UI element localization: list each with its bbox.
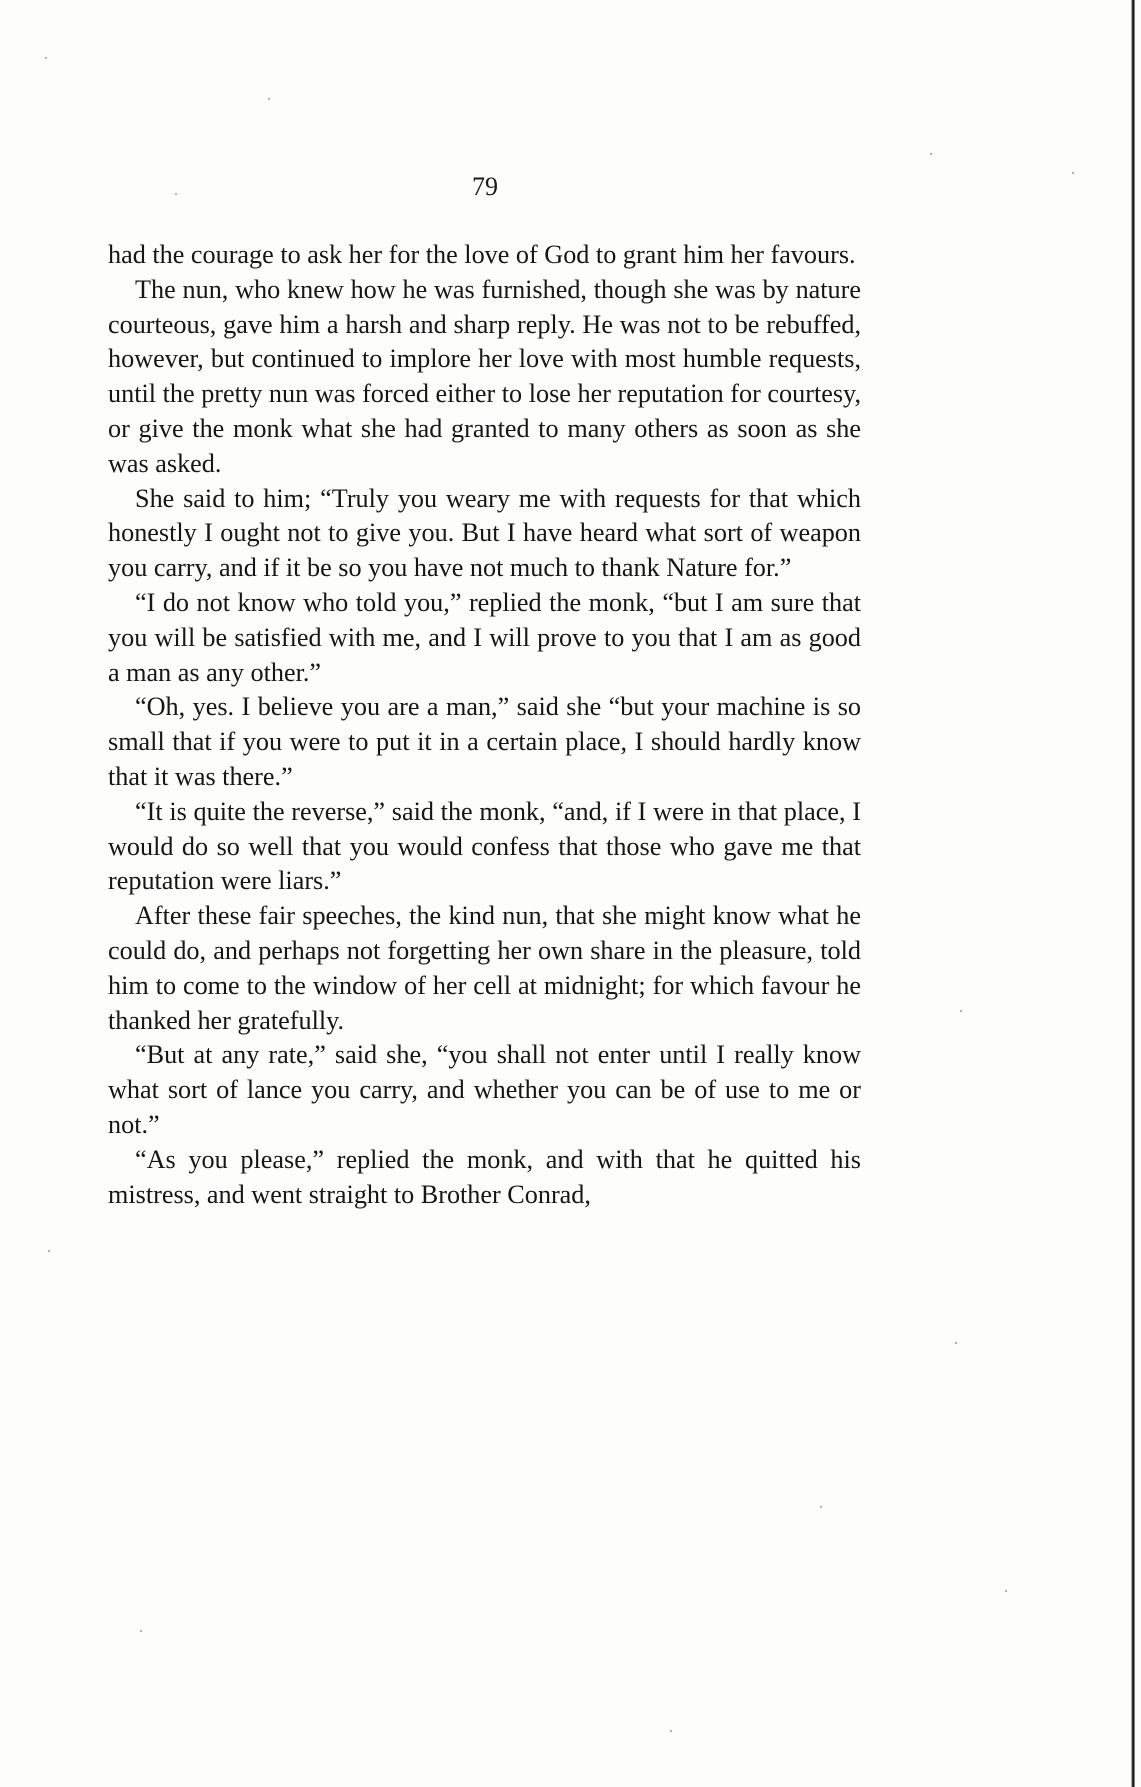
paragraph: had the courage to ask her for the love of God to grant him her favours. <box>108 240 856 269</box>
paragraph: After these fair speeches, the kind nun, that she might know what he could do, and perhaps not forgetting her own share in the pleasure, told him to come to the window of her cell at midnight; for which favour he thanked her gratefully. <box>108 901 861 1035</box>
paper-speck <box>48 1250 50 1252</box>
paragraph: “I do not know who told you,” replied the monk, “but I am sure that you will be satisfied with me, and I will prove to you that I am as good a man as any other.” <box>108 587 861 687</box>
paper-speck <box>268 98 270 100</box>
paper-speck <box>1072 172 1074 174</box>
paper-speck <box>45 57 47 59</box>
paper-speck <box>955 1342 957 1344</box>
paragraph: “Oh, yes. I believe you are a man,” said she “but your machine is so small that if you were to put it in a certain place, I should hardly know that it was there.” <box>108 692 861 791</box>
paper-speck <box>820 1506 822 1508</box>
page-binding-edge <box>1131 0 1135 1787</box>
paper-speck <box>930 153 932 155</box>
paragraph: She said to him; “Truly you weary me with requests for that which honestly I ought not to give you. But I have heard what sort of weapon you carry, and if it be so you have not much to thank Nature for.” <box>108 483 861 583</box>
paper-speck <box>175 193 177 195</box>
paragraph: “But at any rate,” said she, “you shall not enter until I really know what sort of lance you carry, and whether you can be of use to me or not.” <box>108 1040 861 1139</box>
paragraph: “It is quite the reverse,” said the monk, “and, if I were in that place, I would do so well that you would confess that those who gave me that reputation were liars.” <box>108 796 861 896</box>
body-text <box>108 238 861 1212</box>
paragraph: The nun, who knew how he was furnished, though she was by nature courteous, gave him a harsh and sharp reply. He was not to be rebuffed, however, but continued to implore her love with most humble requests, until the pretty nun was forced either to lose her reputation for courtesy, or give the monk what she had granted to many others as soon as she was asked. <box>108 274 861 478</box>
paragraph: “As you please,” replied the monk, and with that he quitted his mistress, and went straight to Brother Conrad, <box>108 1144 861 1209</box>
paper-speck <box>140 1630 142 1632</box>
paper-speck <box>670 1730 672 1732</box>
paper-speck <box>1005 1590 1007 1592</box>
paper-speck <box>960 1010 962 1012</box>
page-number: 79 <box>472 172 498 201</box>
